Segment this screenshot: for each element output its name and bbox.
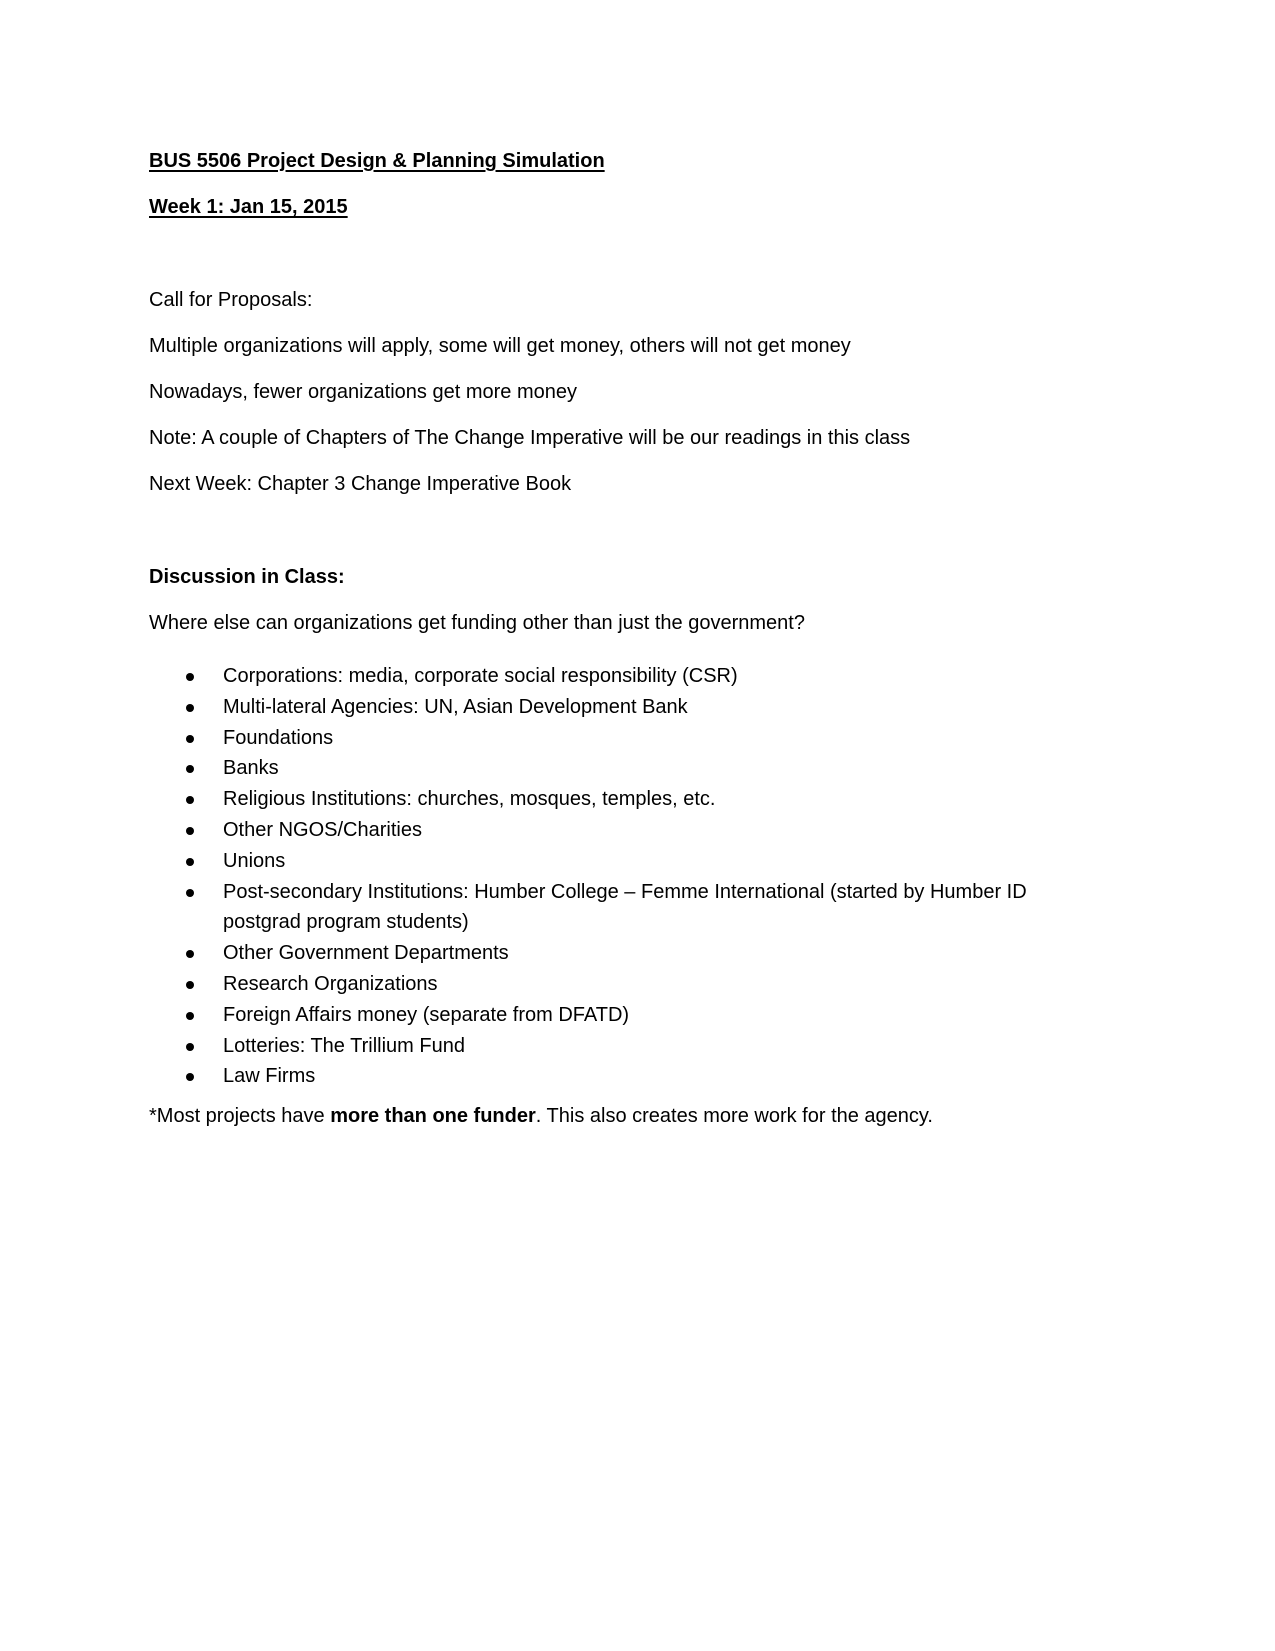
paragraph-multiple-organizations: Multiple organizations will apply, some will get money, others will not get money [149, 335, 851, 357]
list-item [149, 1031, 1109, 1062]
bullet-icon [186, 735, 194, 743]
bullet-icon [186, 765, 194, 773]
list-item [149, 753, 1109, 784]
bullet-icon [186, 796, 194, 804]
discussion-question: Where else can organizations get funding other than just the government? [149, 612, 805, 634]
list-item [149, 661, 1109, 692]
footnote-suffix: . This also creates more work for the agency. [535, 1105, 933, 1127]
list-item-text: Other NGOS/Charities [223, 818, 422, 841]
discussion-heading: Discussion in Class: [149, 566, 345, 588]
bullet-icon [186, 858, 194, 866]
list-item-text: Banks [223, 757, 279, 780]
list-item [149, 1061, 1109, 1092]
list-item-text: Foundations [223, 726, 334, 749]
list-item [149, 784, 1109, 815]
list-item-text: Religious Institutions: churches, mosques, temples, etc. [223, 788, 716, 811]
list-item-text: Multi-lateral Agencies: UN, Asian Development Bank [223, 695, 688, 718]
bullet-icon [186, 889, 194, 897]
list-item [149, 815, 1109, 846]
footnote-emphasis: more than one funder [330, 1105, 536, 1127]
list-item [149, 969, 1109, 1000]
bullet-icon [186, 827, 194, 835]
bullet-icon [186, 1012, 194, 1020]
list-item-text: Other Government Departments [223, 942, 509, 965]
paragraph-note: Note: A couple of Chapters of The Change Imperative will be our readings in this class [149, 427, 911, 449]
bullet-icon [186, 1073, 194, 1081]
list-item [149, 723, 1109, 754]
bullet-icon [186, 704, 194, 712]
list-item-text: Foreign Affairs money (separate from DFATD) [223, 1003, 630, 1026]
list-item-text-continuation: postgrad program students) [223, 911, 469, 934]
bullet-icon [186, 673, 194, 681]
bullet-icon [186, 950, 194, 958]
footnote-prefix: *Most projects have [149, 1105, 331, 1127]
paragraph-next-week: Next Week: Chapter 3 Change Imperative Book [149, 473, 572, 495]
list-item-text: Lotteries: The Trillium Fund [223, 1034, 465, 1057]
list-item-text: Law Firms [223, 1065, 316, 1088]
week-heading: Week 1: Jan 15, 2015 [149, 196, 348, 218]
document-title: BUS 5506 Project Design & Planning Simulation [149, 150, 605, 172]
list-item-text: Research Organizations [223, 972, 438, 995]
footnote [149, 1104, 933, 1128]
list-item-text: Unions [223, 849, 286, 872]
paragraph-nowadays: Nowadays, fewer organizations get more money [149, 381, 577, 403]
list-item-text: Post-secondary Institutions: Humber College – Femme International (started by Humber ID [223, 880, 1027, 903]
list-item-text: Corporations: media, corporate social responsibility (CSR) [223, 665, 738, 687]
list-item [149, 846, 1109, 877]
list-item [149, 938, 1109, 969]
bullet-icon [186, 1043, 194, 1051]
paragraph-call-for-proposals: Call for Proposals: [149, 289, 313, 311]
funding-sources-list [149, 661, 1109, 1092]
bullet-icon [186, 981, 194, 989]
list-item [149, 692, 1109, 723]
list-item [149, 1000, 1109, 1031]
list-item [149, 877, 1109, 939]
